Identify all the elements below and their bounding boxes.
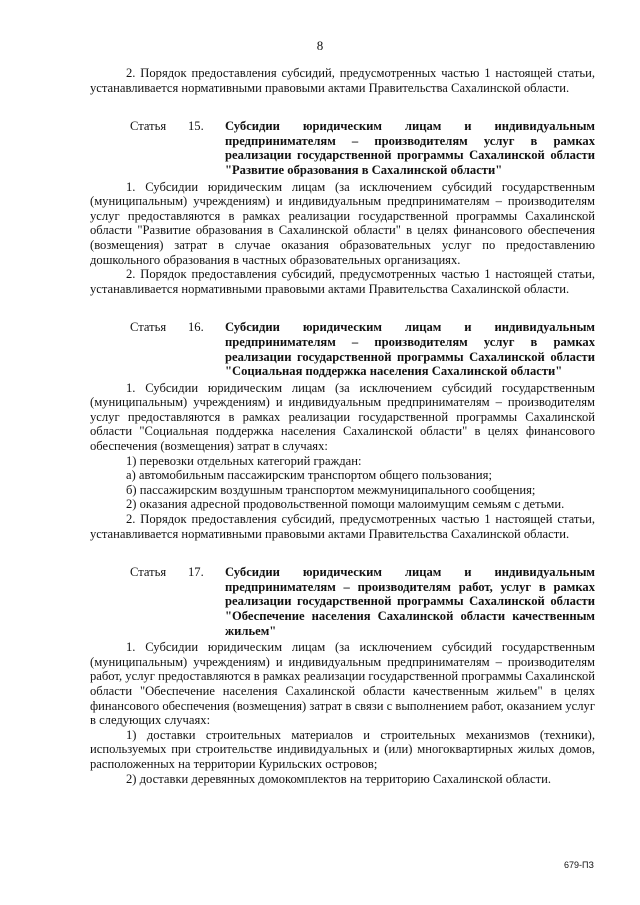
article-16-item-b: б) пассажирским воздушным транспортом межмуниципального сообщения; <box>126 482 536 497</box>
article-17-item-2: 2) доставки деревянных домокомплектов на территорию Сахалинской области. <box>126 771 552 786</box>
article-17-paragraph-1: 1. Субсидии юридическим лицам (за исключением субсидий государственным (муниципальным) учреждениям) и индивидуальным предпринимателям – производителям работ, услуг предоставляются в рамках реализации государственной программы Сахалинской области "Обеспечение населения Сахалинской области качественным жильем" в целях финансового обеспечения (возмещения) затрат в связи с выполнением работ, оказанием услуг в следующих случаях: <box>90 640 595 728</box>
article-title: Субсидии юридическим лицам и индивидуальным предпринимателям – производителям услуг в рамках реализации государственной программы Сахалинской области "Развитие образования в Сахалинской области" <box>225 119 595 177</box>
article-16-heading <box>90 320 595 378</box>
article-17-heading <box>90 565 595 638</box>
article-number: 15. <box>188 119 204 134</box>
article-16-item-a: а) автомобильным пассажирским транспортом общего пользования; <box>126 468 492 483</box>
document-body <box>90 66 595 786</box>
article-16-paragraph-1: 1. Субсидии юридическим лицам (за исключением субсидий государственным (муниципальным) учреждениям) и индивидуальным предпринимателям – производителям услуг предоставляются в рамках реализации государственной программы Сахалинской области "Социальная поддержка населения Сахалинской области" в целях финансового обеспечения (возмещения) затрат в случаях: <box>90 380 595 454</box>
article-16-paragraph-2: 2. Порядок предоставления субсидий, предусмотренных частью 1 настоящей статьи, устанавливается нормативными правовыми актами Правительства Сахалинской области. <box>90 512 595 541</box>
article-17-item-1: 1) доставки строительных материалов и строительных механизмов (техники), используемых при строительстве индивидуальных и (или) многоквартирных жилых домов, расположенных на территории Курильских островов; <box>90 727 595 771</box>
article-label: Статья <box>130 320 167 335</box>
article-15-heading <box>90 119 595 177</box>
article-16-item-1: 1) перевозки отдельных категорий граждан: <box>126 453 362 468</box>
document-code: 679-ПЗ <box>564 860 594 870</box>
article-number: 16. <box>188 320 204 335</box>
article-15-paragraph-1: 1. Субсидии юридическим лицам (за исключением субсидий государственным (муниципальным) учреждениям) и индивидуальным предпринимателям – производителям услуг предоставляются в рамках реализации государственной программы Сахалинской области "Развитие образования в Сахалинской области" в целях финансового обеспечения (возмещения) затрат в случае оказания образовательных услуг по предоставлению дошкольного образования в частных образовательных организациях. <box>90 179 595 267</box>
article-title: Субсидии юридическим лицам и индивидуальным предпринимателям – производителям услуг в рамках реализации государственной программы Сахалинской области "Социальная поддержка населения Сахалинской области" <box>225 320 595 379</box>
article-label: Статья <box>130 565 167 580</box>
page-number: 8 <box>316 38 324 53</box>
article-15-paragraph-2: 2. Порядок предоставления субсидий, предусмотренных частью 1 настоящей статьи, устанавливается нормативными правовыми актами Правительства Сахалинской области. <box>90 267 595 296</box>
article-label: Статья <box>130 119 167 134</box>
article-title: Субсидии юридическим лицам и индивидуальным предпринимателям – производителям работ, услуг в рамках реализации государственной программы Сахалинской области "Обеспечение населения Сахалинской области качественным жильем" <box>225 565 595 638</box>
article-16-item-2: 2) оказания адресной продовольственной помощи малоимущим семьям с детьми. <box>126 497 565 512</box>
intro-paragraph: 2. Порядок предоставления субсидий, предусмотренных частью 1 настоящей статьи, устанавливается нормативными правовыми актами Правительства Сахалинской области. <box>90 66 595 95</box>
article-number: 17. <box>188 565 204 580</box>
